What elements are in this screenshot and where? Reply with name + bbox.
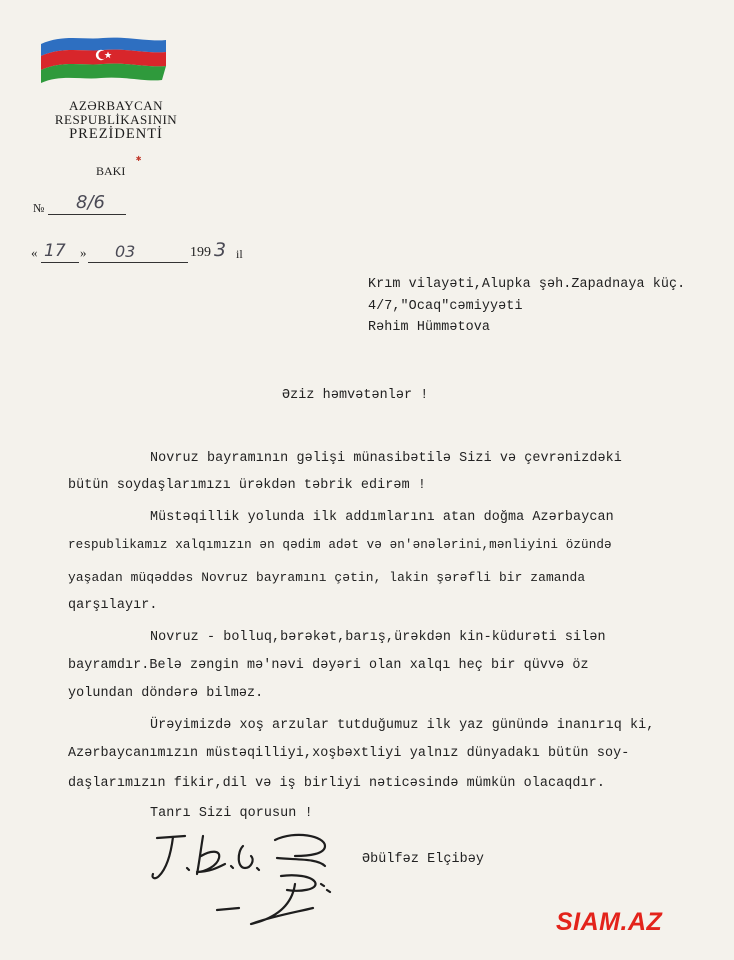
- number-label: №: [33, 201, 45, 215]
- body-line-1: Novruz bayramının gəlişi münasibətilə Sizi və çevrənizdəki: [150, 451, 622, 466]
- address-line-2: 4/7,"Ocaq"cəmiyyəti: [368, 299, 523, 314]
- signatory-name: Əbülfəz Elçibəy: [362, 852, 485, 867]
- handwritten-signature: [145, 828, 345, 938]
- body-line-11: Azərbaycanımızın müstəqilliyi,xoşbəxtliyi yalnız dünyadakı bütün soy-: [68, 746, 630, 761]
- body-line-8: bayramdır.Belə zəngin mə'nəvi dəyəri olan xalqı heç bir qüvvə öz: [68, 658, 589, 673]
- body-line-7: Novruz - bolluq,bərəkət,barış,ürəkdən kin-küdurəti silən: [150, 630, 606, 645]
- number-underline: [48, 214, 126, 215]
- azerbaijan-flag-icon: [38, 30, 168, 85]
- date-year-prefix: 199: [190, 245, 211, 260]
- red-mark-icon: ✱: [136, 154, 142, 164]
- body-line-2: bütün soydaşlarımızı ürəkdən təbrik edirəm !: [68, 478, 426, 493]
- body-line-13: Tanrı Sizi qorusun !: [150, 806, 313, 821]
- date-year-word: il: [236, 247, 243, 261]
- body-line-5: yaşadan müqəddəs Novruz bayramını çətin, lakin şərəfli bir zamanda: [68, 570, 586, 585]
- date-day: 17: [44, 241, 66, 261]
- date-year-suffix: 3: [214, 239, 227, 261]
- body-line-12: daşlarımızın fikir,dil və iş birliyi nəticəsində mümkün olacaqdır.: [68, 776, 605, 791]
- body-line-6: qarşılayır.: [68, 598, 158, 613]
- letterhead-line-3: PREZİDENTİ: [69, 126, 163, 142]
- body-line-3: Müstəqillik yolunda ilk addımlarını atan doğma Azərbaycan: [150, 510, 614, 525]
- date-month: 03: [115, 242, 136, 261]
- day-underline: [41, 262, 79, 263]
- city-label: BAKI: [96, 164, 126, 178]
- body-line-4: respublikamız xalqımızın ən qədim adət və ən'ənələrini,mənliyini özündə: [68, 538, 612, 552]
- date-close-quote: »: [80, 245, 87, 260]
- letterhead-line-2: RESPUBLİKASININ: [54, 112, 178, 127]
- letterhead-line-1: AZƏRBAYCAN: [68, 98, 164, 113]
- greeting: Əziz həmvətənlər !: [282, 388, 429, 403]
- number-value: 8/6: [76, 192, 105, 213]
- body-line-9: yolundan döndərə bilməz.: [68, 686, 264, 701]
- letterhead: [46, 99, 186, 141]
- month-underline: [88, 262, 188, 263]
- address-line-3: Rəhim Hümmətova: [368, 320, 491, 335]
- body-line-10: Ürəyimizdə xoş arzular tutduğumuz ilk yaz günündə inanırıq ki,: [150, 718, 655, 733]
- date-open-quote: «: [31, 245, 38, 260]
- watermark-logo: SIAM.AZ: [556, 908, 663, 936]
- address-line-1: Krım vilayəti,Alupka şəh.Zapadnaya küç.: [368, 277, 686, 292]
